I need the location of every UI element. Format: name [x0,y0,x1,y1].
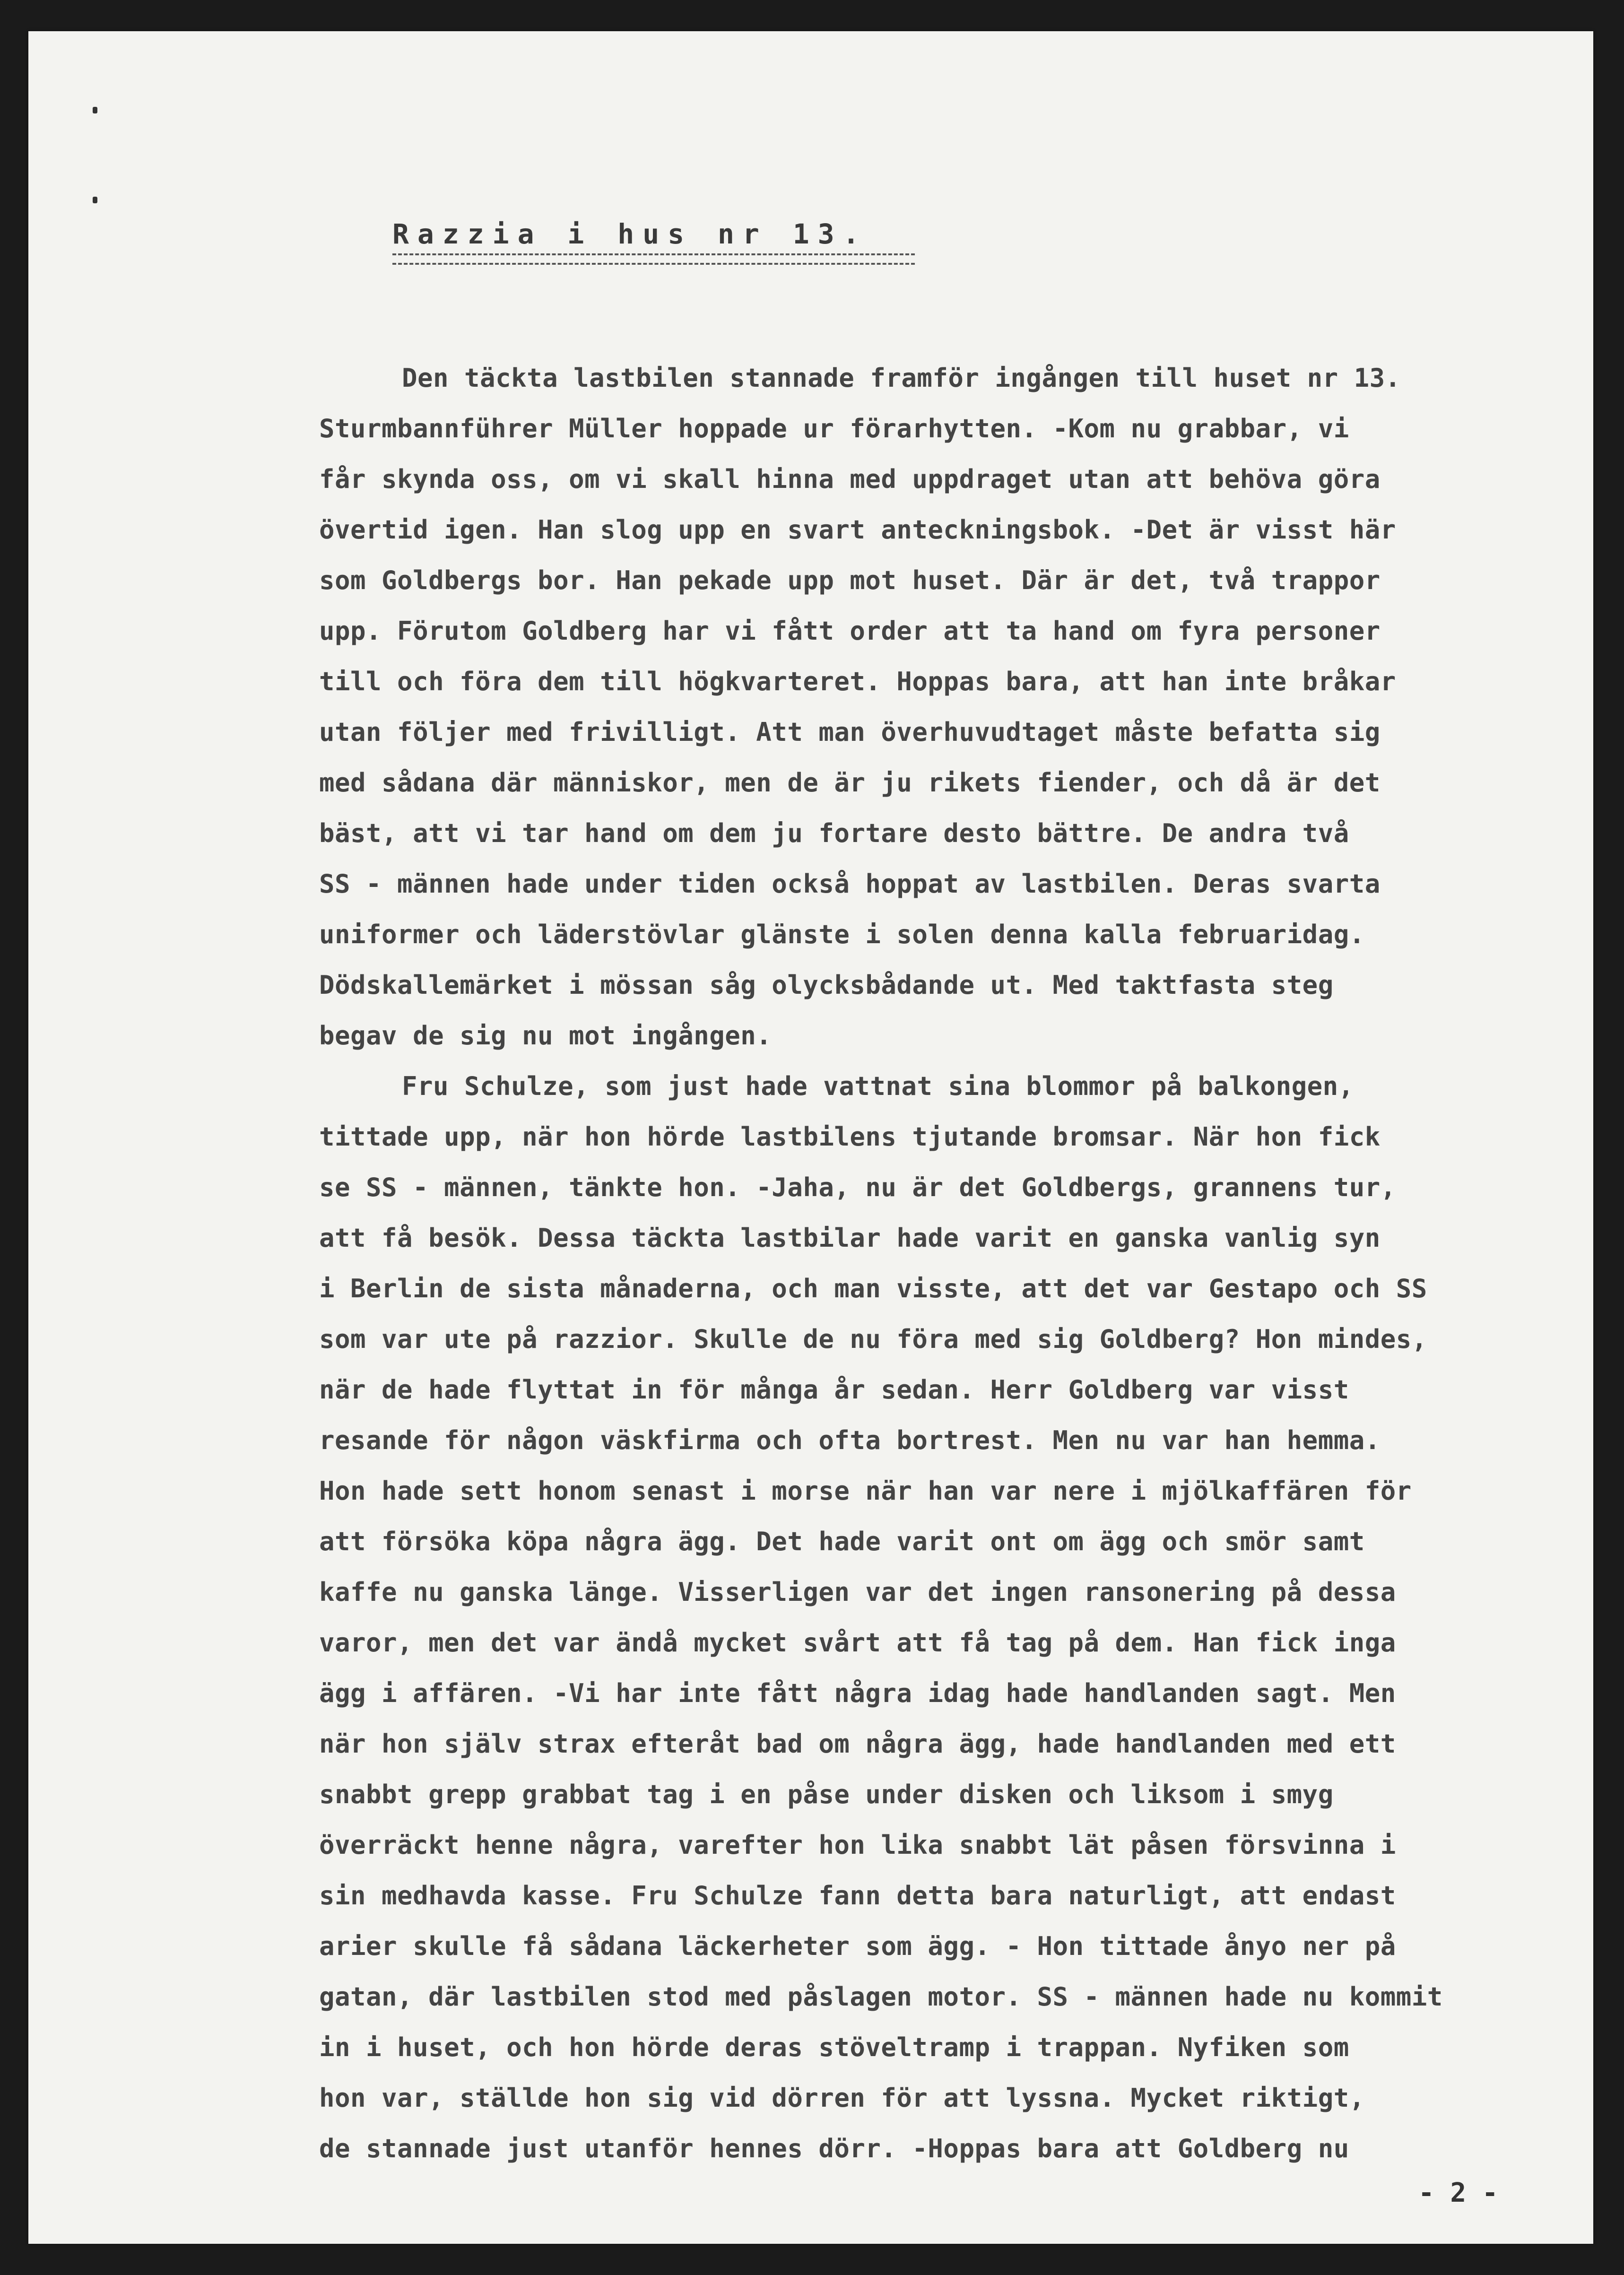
text-line: Sturmbannführer Müller hoppade ur förarhytten. -Kom nu grabbar, vi [319,414,1349,443]
document-title: Razzia i hus nr 13. [392,218,868,250]
text-line: att få besök. Dessa täckta lastbilar hade varit en ganska vanlig syn [319,1223,1381,1253]
text-line: Den täckta lastbilen stannade framför ingången till huset nr 13. [402,363,1401,393]
text-line: som var ute på razzior. Skulle de nu föra med sig Goldberg? Hon mindes, [319,1324,1427,1354]
text-line: arier skulle få sådana läckerheter som ägg. - Hon tittade ånyo ner på [319,1931,1396,1961]
text-line: utan följer med frivilligt. Att man överhuvudtaget måste befatta sig [319,717,1381,747]
text-line: uniformer och läderstövlar glänste i solen denna kalla februaridag. [319,920,1365,949]
text-line: gatan, där lastbilen stod med påslagen motor. SS - männen hade nu kommit [319,1982,1443,2012]
text-line: får skynda oss, om vi skall hinna med uppdraget utan att behöva göra [319,464,1381,494]
text-line: begav de sig nu mot ingången. [319,1021,772,1051]
text-line: SS - männen hade under tiden också hoppat av lastbilen. Deras svarta [319,869,1381,899]
text-line: resande för någon väskfirma och ofta bortrest. Men nu var han hemma. [319,1425,1381,1455]
text-line: med sådana där människor, men de är ju rikets fiender, och då är det [319,768,1381,798]
text-line: sin medhavda kasse. Fru Schulze fann detta bara naturligt, att endast [319,1881,1396,1910]
text-line: bäst, att vi tar hand om dem ju fortare desto bättre. De andra två [319,818,1349,848]
text-line: upp. Förutom Goldberg har vi fått order att ta hand om fyra personer [319,616,1381,646]
text-line: Hon hade sett honom senast i morse när han var nere i mjölkaffären för [319,1476,1412,1506]
text-line: när de hade flyttat in för många år sedan. Herr Goldberg var visst [319,1375,1349,1405]
page-number: - 2 - [1418,2178,1498,2208]
body-text [319,353,1577,2174]
text-line: som Goldbergs bor. Han pekade upp mot huset. Där är det, två trappor [319,565,1381,595]
text-line: varor, men det var ändå mycket svårt att få tag på dem. Han fick inga [319,1628,1396,1658]
text-line: övertid igen. Han slog upp en svart anteckningsbok. -Det är visst här [319,515,1396,545]
punch-hole-mark [93,197,97,203]
text-line: kaffe nu ganska länge. Visserligen var det ingen ransonering på dessa [319,1577,1396,1607]
text-line: tittade upp, när hon hörde lastbilens tjutande bromsar. När hon fick [319,1122,1381,1152]
text-line: se SS - männen, tänkte hon. -Jaha, nu är det Goldbergs, grannens tur, [319,1172,1396,1202]
text-line: Fru Schulze, som just hade vattnat sina blommor på balkongen, [402,1071,1354,1101]
text-line: de stannade just utanför hennes dörr. -Hoppas bara att Goldberg nu [319,2134,1349,2163]
text-line: hon var, ställde hon sig vid dörren för att lyssna. Mycket riktigt, [319,2083,1365,2113]
text-line: Dödskallemärket i mössan såg olycksbådande ut. Med taktfasta steg [319,970,1334,1000]
text-line: ägg i affären. -Vi har inte fått några idag hade handlanden sagt. Men [319,1678,1396,1708]
text-line: att försöka köpa några ägg. Det hade varit ont om ägg och smör samt [319,1527,1365,1556]
text-line: in i huset, och hon hörde deras stöveltramp i trappan. Nyfiken som [319,2032,1349,2062]
punch-hole-mark [93,107,97,113]
text-line: till och föra dem till högkvarteret. Hoppas bara, att han inte bråkar [319,667,1396,696]
document-page [28,31,1593,2244]
text-line: snabbt grepp grabbat tag i en påse under disken och liksom i smyg [319,1780,1334,1809]
text-line: överräckt henne några, varefter hon lika snabbt lät påsen försvinna i [319,1830,1396,1860]
text-line: i Berlin de sista månaderna, och man visste, att det var Gestapo och SS [319,1274,1427,1303]
title-underline [392,253,915,265]
text-line: när hon själv strax efteråt bad om några ägg, hade handlanden med ett [319,1729,1396,1759]
